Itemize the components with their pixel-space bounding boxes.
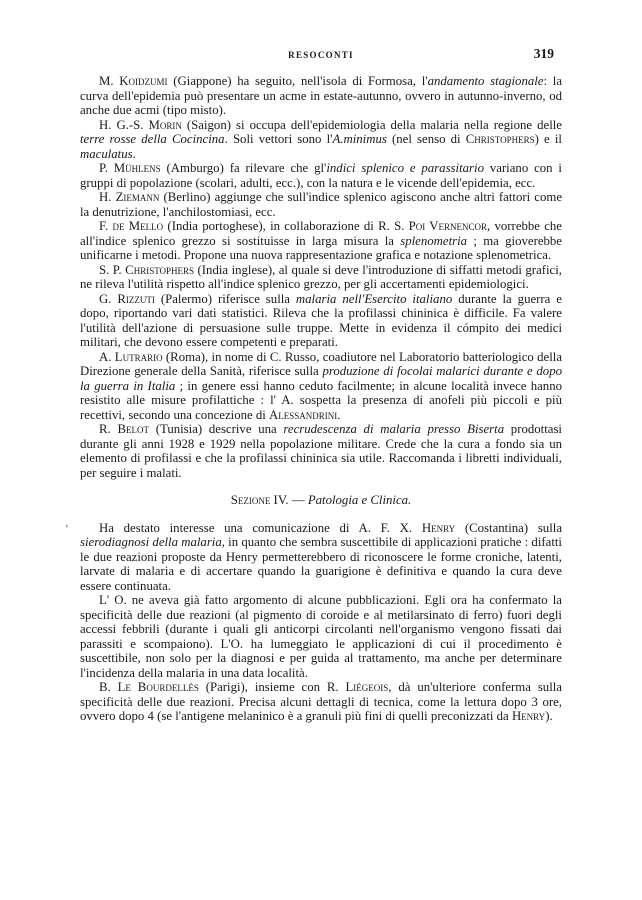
author-name: H. Ziemann [99, 190, 160, 204]
text-run: , in quanto che sembra suscettibile di applicazioni pratiche : difatti le due reazioni proposte da Henry permetterebbero di riconoscere le forme croniche, latenti, larvate di malaria e di accertare quando la guarigione è definitiva e quando la cura deve essere continuata. [80, 535, 562, 593]
author-name: Henry [511, 709, 546, 723]
section-title: Patologia e Clinica. [307, 493, 412, 507]
text-run: . [337, 407, 341, 422]
paragraph-rizzuti [80, 292, 562, 350]
text-run: (Giappone) ha seguito, nell'isola di Formosa, l' [167, 74, 428, 88]
paragraph-morin [80, 118, 562, 162]
document-body [80, 74, 562, 724]
paragraph-de-mello [80, 219, 562, 263]
author-name: H. G.-S. Morin [99, 117, 182, 132]
author-name: R. Belot [99, 422, 149, 436]
text-run: variano con i gruppi di popolazione (scolari, adulti, ecc.), con la natura e le vicende dell'epidemia, ecc. [80, 161, 562, 190]
text-run: (Tunisia) descrive una [148, 422, 284, 436]
text-run: prodottasi durante gli anni 1928 e 1929 nella popolazione militare. Crede che la cura a fondo sia un elemento di profilassi e che la profilassi chininica sia utile. Raccomanda i libretti individuali, per seguire i malati. [80, 422, 562, 480]
text-run: (Parigi), insieme con R. [198, 680, 346, 694]
section-gap [80, 480, 562, 493]
author-name: Liégeois [345, 680, 389, 694]
text-run: . [132, 146, 136, 161]
text-run: durante la guerra e dopo, riportando vari dati statistici. Rileva che la profilassi chininica è difficile. Fa valere l'utilità dell'azione di persuasione sulle truppe. Mette in evidenza il cómpito dei medici militari, che devono essere competenti e preparati. [80, 291, 562, 349]
author-name: Christophers [465, 132, 535, 146]
paragraph-muhlens [80, 161, 562, 190]
text-run: ; in genere essi hanno ceduto facilmente; in alcune località invece hanno resistito alle misure profilattiche : l' A. sospetta la presenza di anofeli più piccoli e più recettivi, secondo una concezione di [80, 378, 562, 422]
paragraph-koidzumi [80, 74, 562, 118]
text-run: (nel senso di [386, 132, 466, 146]
paragraph-author-note [80, 593, 562, 680]
paragraph-belot [80, 422, 562, 480]
text-run: . Soli vettori sono l' [224, 132, 333, 146]
running-head: RESOCONTI [288, 50, 354, 60]
text-run: ) e il [534, 132, 562, 146]
text-run: (Saigon) si occupa dell'epidemiologia della malaria nella regione delle [181, 117, 562, 132]
page-header [0, 46, 642, 66]
page-number: 319 [533, 46, 554, 61]
italic-term: terre rosse della Cocincina [80, 132, 225, 146]
author-name: A. Lutrario [99, 349, 163, 364]
text-run: (Costantina) sulla [455, 520, 562, 535]
author-name: G. Rizzuti [99, 291, 155, 306]
text-run: (Amburgo) fa rilevare che gl' [160, 161, 327, 175]
paragraph-henry [80, 521, 562, 594]
italic-term: produzione di focolai malarici durante e dopo la guerra in Italia [80, 364, 562, 393]
paragraph-ziemann [80, 190, 562, 219]
italic-term: malaria nell'Esercito italiano [295, 291, 453, 306]
text-run: , vorrebbe che all'indice splenico grezzo si sostituisse in larga misura la [80, 219, 562, 248]
author-name: S. P. Christophers [99, 262, 195, 277]
text-run: , dà un'ulteriore conferma sulla specificità delle due reazioni. Precisa alcuni dettagli di tecnica, come la lettura dopo 3 ore, ovvero dopo 4 (se l'antigene melaninico è a granuli più fini di quelli preconizzati da [80, 680, 562, 723]
italic-term: maculatus [80, 146, 133, 161]
author-name: Poi Vernencor [408, 219, 488, 233]
text-run: ; ma gioverebbe unificarne i metodi. Propone una nuova rappresentazione grafica e notazione splenometrica. [80, 233, 562, 262]
paragraph-le-bourdelles [80, 680, 562, 724]
author-name: B. Le Bourdellès [99, 680, 199, 694]
text-run: (Roma), in nome di C. Russo, coadiutore nel Laboratorio batteriologico della Direzione generale della Sanità, riferisce sulla [80, 349, 562, 378]
italic-term: andamento stagionale [427, 74, 544, 88]
paragraph-lutrario [80, 350, 562, 423]
text-run: Ha destato interesse una comunicazione di A. F. X. [99, 520, 422, 535]
author-name: P. Mühlens [99, 161, 161, 175]
section-heading [80, 493, 562, 508]
text-run: (Palermo) riferisce sulla [154, 291, 296, 306]
author-name: Henry [421, 520, 456, 535]
text-run: (Berlino) aggiunge che sull'indice splenico agiscono anche altri fattori come la denutrizione, l'anchilostomiasi, ecc. [80, 190, 563, 219]
section-gap [80, 508, 562, 521]
author-name: Alessandrini [269, 407, 338, 422]
italic-term: sierodiagnosi della malaria [80, 535, 222, 549]
text-run: ). [545, 709, 553, 723]
text-run: : la curva dell'epidemia può presentare un acme in estate-autunno, ovvero in autunno-inverno, od anche due acmi (tipo misto). [80, 74, 562, 117]
italic-term: splenometria [400, 233, 468, 248]
italic-term: recrudescenza di malaria presso Biserta [283, 422, 505, 436]
section-label: Sezione IV. — [230, 493, 305, 507]
author-name: F. de Mello [99, 219, 164, 233]
italic-term: A.minimus [332, 132, 387, 146]
italic-term: indici splenico e parassitario [326, 161, 484, 175]
text-run: L' O. ne aveva già fatto argomento di alcune pubblicazioni. Egli ora ha confermato la specificità delle due reazioni (al pigmento di coroide e al metilarsinato di ferro) fuori degli accessi febbrili (durante i quali gli anticorpi circolanti nell'organismo vengono fissati dai parassiti e scompaiono). L'O. ha lumeggiato le applicazioni di cui il procedimento è suscettibile, non solo per la diagnosi e per guida al trattamento, ma anche per determinare l'incidenza della malaria in una data località. [80, 593, 562, 680]
margin-mark: ' [66, 524, 68, 535]
text-run: (India inglese), al quale si deve l'introduzione di siffatti metodi grafici, ne rileva l'utilità rispetto all'indice splenico grezzo, per gli accertamenti epidemiologici. [80, 262, 562, 291]
paragraph-christophers [80, 263, 562, 292]
author-name: M. Koidzumi [99, 74, 168, 88]
text-run: (India portoghese), in collaborazione di R. S. [163, 219, 409, 233]
